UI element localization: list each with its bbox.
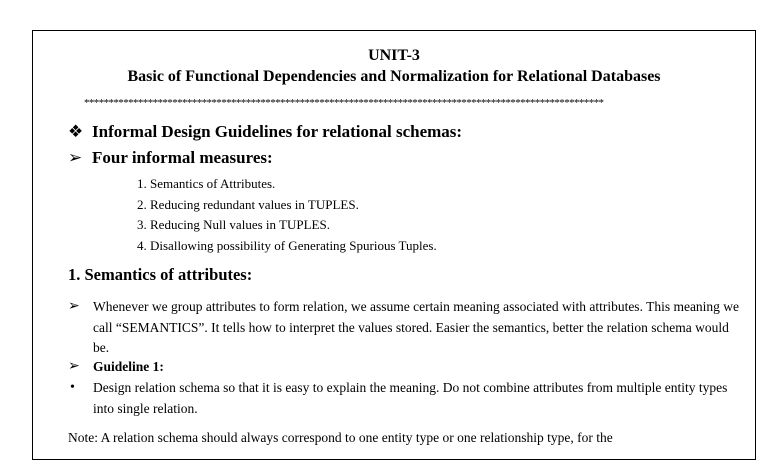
unit-title: UNIT-3 — [368, 47, 420, 64]
document-title: Basic of Functional Dependencies and Normalization for Relational Databases — [127, 68, 661, 85]
four-measures-heading — [68, 147, 273, 169]
four-measures-heading-text: Four informal measures: — [92, 148, 273, 167]
list-item: 2. Reducing redundant values in TUPLES. — [137, 196, 359, 212]
informal-guidelines-heading — [68, 121, 462, 143]
dot-bullet-icon: • — [70, 380, 75, 395]
list-item: 3. Reducing Null values in TUPLES. — [137, 217, 330, 232]
measures-list — [137, 174, 437, 256]
semantics-paragraph: Whenever we group attributes to form relation, we assume certain meaning associated with attributes. This meaning we call “SEMANTICS”. It tells how to interpret the values stored. Easier the semantics, better the relation schema would be. — [93, 299, 740, 355]
arrow-bullet-icon: ➢ — [68, 148, 83, 167]
guideline-1-label: Guideline 1: — [93, 359, 164, 374]
semantics-heading: 1. Semantics of attributes: — [68, 265, 253, 284]
informal-guidelines-heading-text: Informal Design Guidelines for relational schemas: — [92, 122, 463, 141]
diamond-bullet-icon: ❖ — [68, 122, 84, 141]
note-text: Note: A relation schema should always correspond to one entity type or one relationship type, for the — [68, 430, 613, 445]
star-separator: ********************************************************************************************************** — [84, 97, 604, 109]
arrow-bullet-icon: ➢ — [68, 299, 80, 314]
list-item: 1. Semantics of Attributes. — [137, 176, 276, 191]
guideline-1-text: Design relation schema so that it is easy to explain the meaning. Do not combine attributes from multiple entity types into single relation. — [93, 380, 728, 416]
list-item: 4. Disallowing possibility of Generating Spurious Tuples. — [137, 237, 437, 253]
arrow-bullet-icon: ➢ — [68, 359, 80, 374]
